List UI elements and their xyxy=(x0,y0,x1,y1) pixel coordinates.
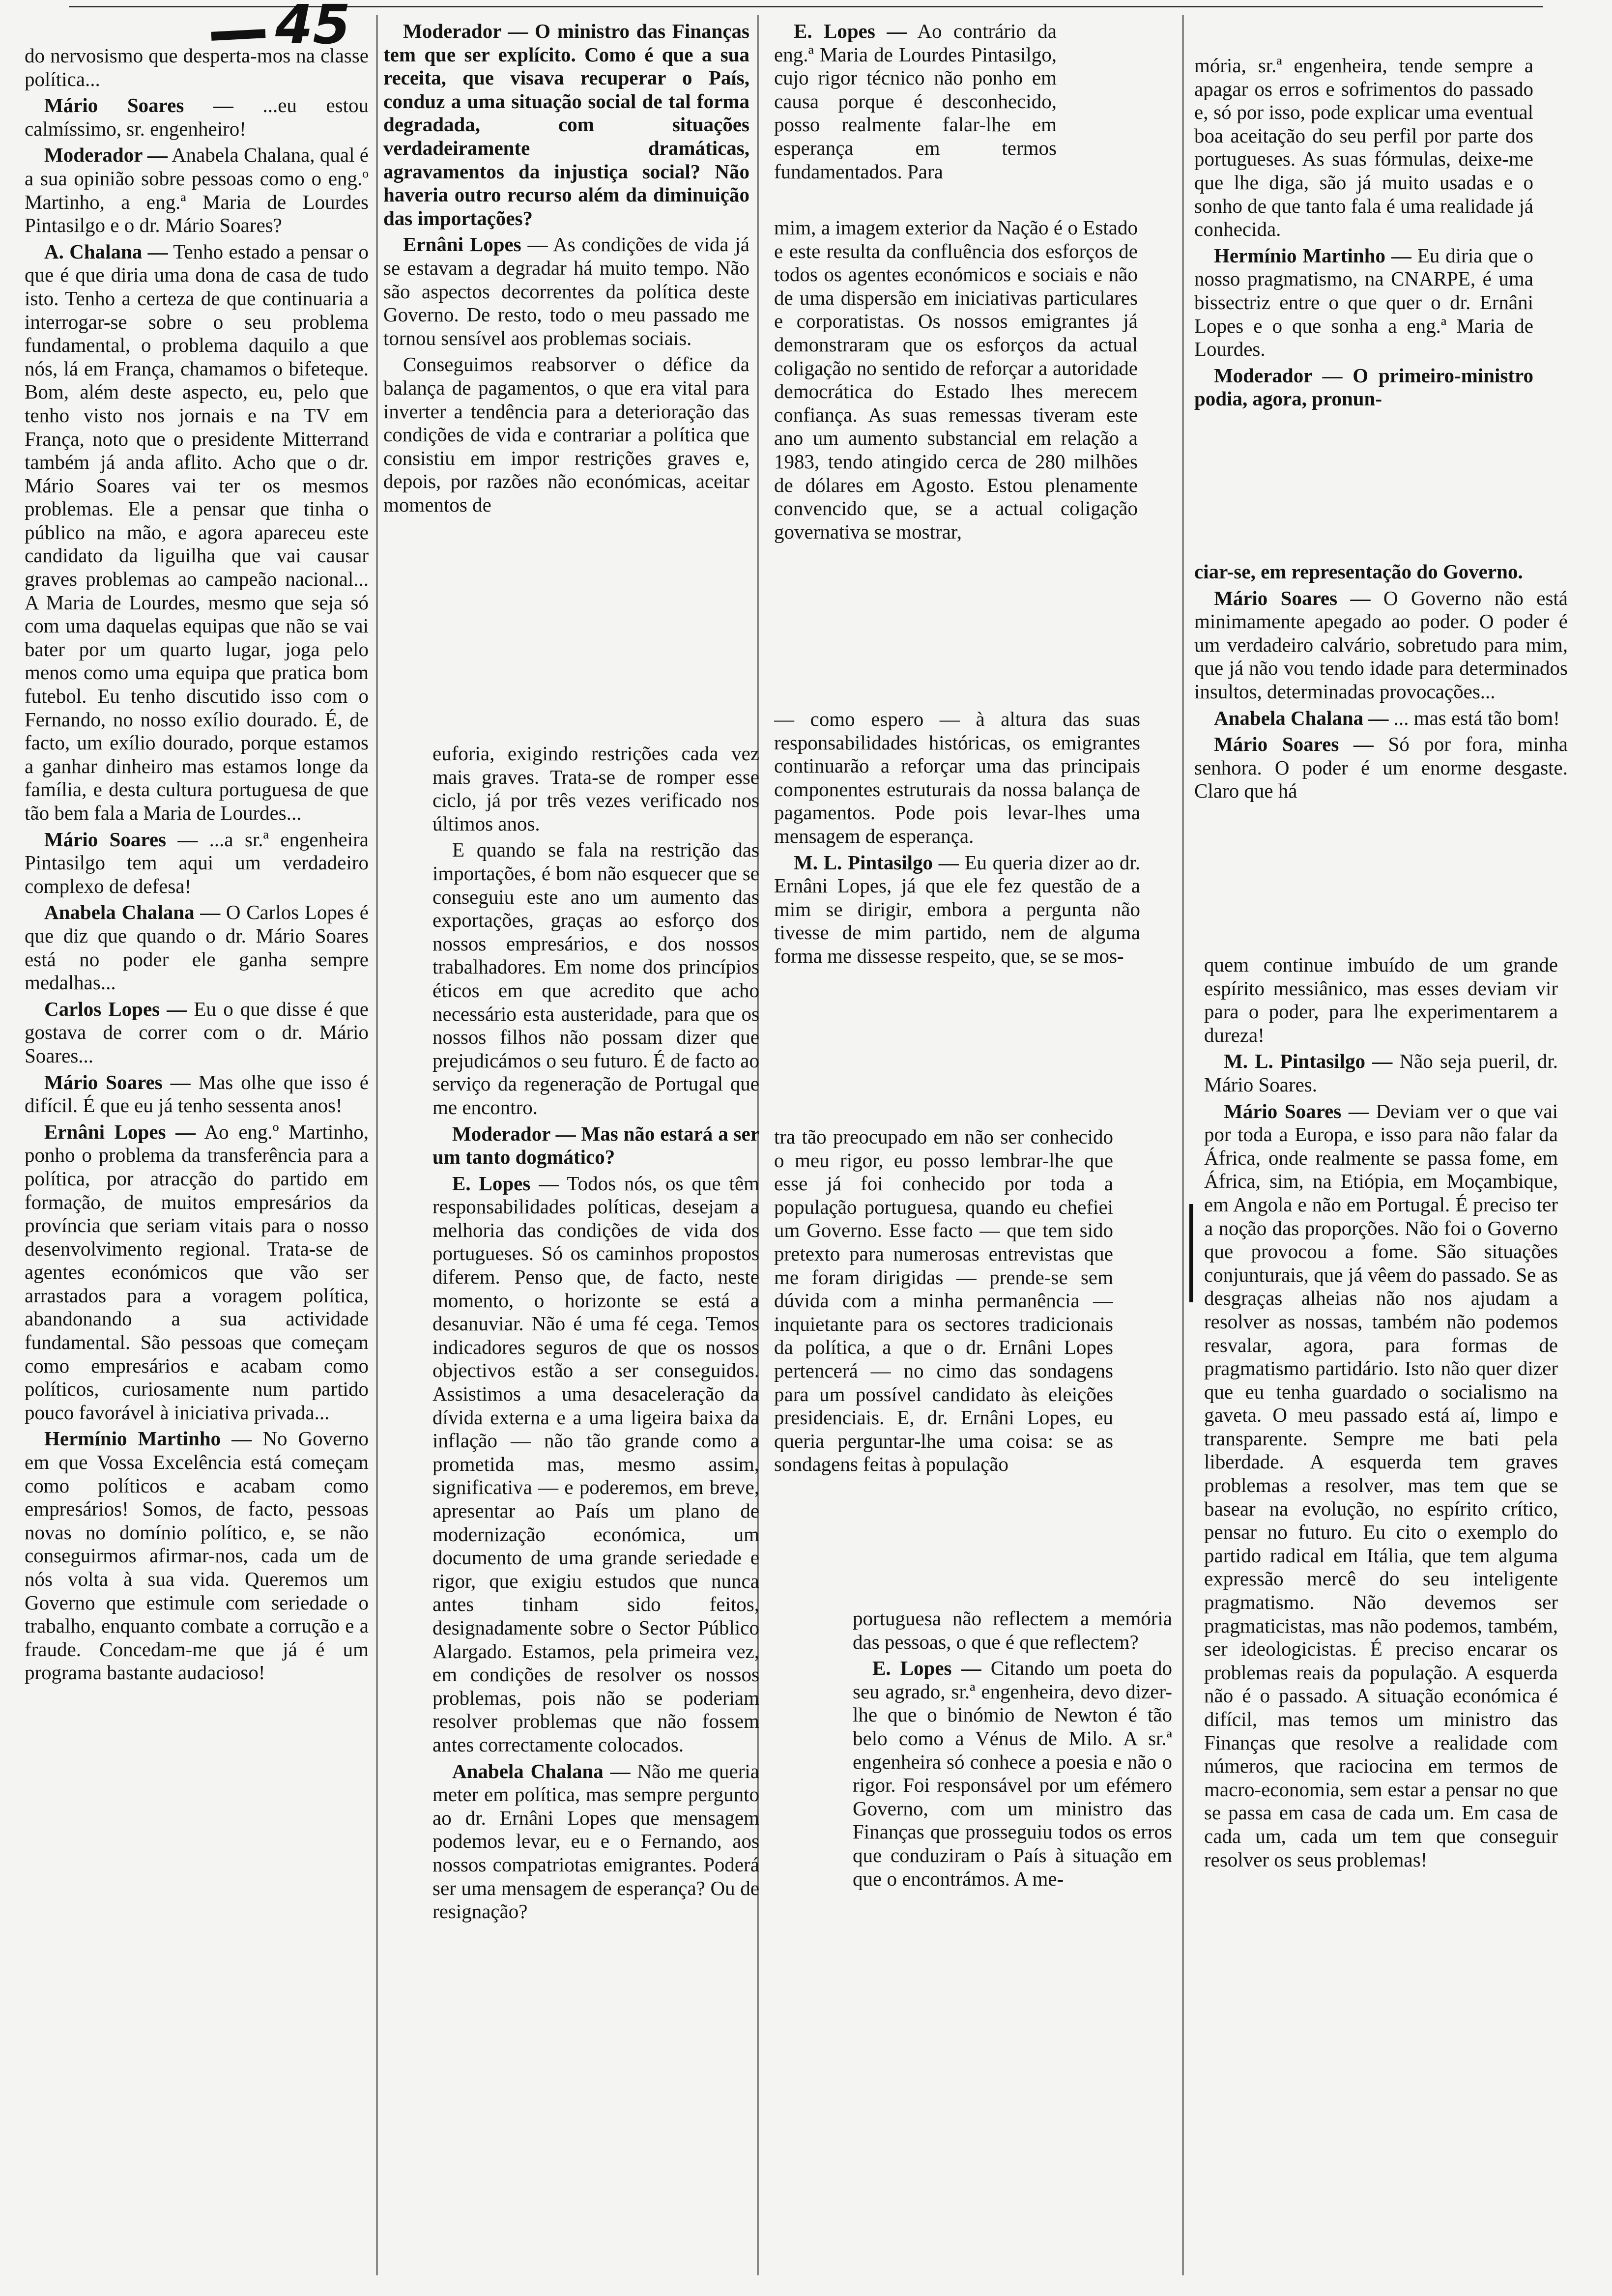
speaker-name: Hermínio Martinho — xyxy=(44,1427,252,1450)
column-divider-1 xyxy=(376,15,378,2275)
paragraph-text: Moderador — Mas não estará a ser um tanto dogmático? xyxy=(432,1122,759,1169)
paragraph xyxy=(774,1125,1113,1476)
speaker-name: M. L. Pintasilgo — xyxy=(794,851,959,874)
column-4-part-2 xyxy=(1194,560,1568,948)
paragraph xyxy=(25,901,369,994)
paragraph xyxy=(1194,244,1533,361)
paragraph xyxy=(1194,364,1533,411)
paragraph xyxy=(774,20,1057,183)
paragraph xyxy=(25,144,369,237)
paragraph xyxy=(1204,1050,1558,1096)
column-3-part-3 xyxy=(774,708,1140,1120)
paragraph-text: Deviam ver o que vai por toda a Europa, e isso para não falar da África, onde realmente se passa fome, em África, sim, na Etiópia, em Moçambique, em Angola e não em Portugal. É preciso ter a noção das proporções. Não foi o Governo que provocou a fome. São situações conjunturais, que já vêem do passado. Se as desgraças alheias não nos ajudam a resolver as nossas, também não podemos resvalar, agora, para formas de pragmatismo partidário. Isto não quer dizer que eu tenha guardado o socialismo na gaveta. O meu passado está aí, limpo e transparente. Sempre me bati pela liberdade. A esquerda tem graves problemas a resolver, mas tem que se basear na evolução, no espírito crítico, pensar no futuro. Eu cito o exemplo do partido radical em Itália, que tem alguma expressão mercê do seu inteligente pragmatismo. Não devemos ser pragmaticistas, mas não podemos, também, ser ideologicistas. É preciso encarar os problemas reais da população. A esquerda não é o passado. A situação económica é difícil, mas temos um ministro das Finanças que resolve a realidade com números, que raciocina em termos de macro-economia, sem estar a pensar no que se passa em casa de cada um. Em casa de cada um, cada um tem que conseguir resolver os seus problemas! xyxy=(1204,1099,1558,1871)
speaker-name: E. Lopes — xyxy=(794,20,907,42)
column-3-part-2 xyxy=(774,216,1138,718)
speaker-name: Anabela Chalana — xyxy=(1214,706,1389,729)
paragraph-text: Anabela Chalana, qual é a sua opinião sobre pessoas como o eng.º Martinho, a eng.ª Maria de Lourdes Pintasilgo e o dr. Mário Soares? xyxy=(25,144,369,237)
paragraph-text: Moderador — O primeiro-ministro podia, agora, pronun- xyxy=(1194,364,1533,410)
speaker-name: Mário Soares — xyxy=(44,828,198,851)
paragraph-text: euforia, exigindo restrições cada vez mais graves. Trata-se de romper esse ciclo, já por três vezes verificado nos últimos anos. xyxy=(432,742,759,835)
paragraph xyxy=(774,216,1138,544)
paragraph xyxy=(774,851,1140,968)
paragraph xyxy=(1194,733,1568,803)
paragraph xyxy=(432,1172,759,1757)
column-4-part-3 xyxy=(1204,953,1558,2280)
paragraph-text: Todos nós, os que têm responsabilidades políticas, desejam a melhoria das condições de vida dos portugueses. Só os caminhos propostos diferem. Penso que, de facto, neste momento, o horizonte se está a desanuviar. Não é uma fé cega. Temos indicadores seguros de que os nossos objectivos estão a ser conseguidos. Assistimos a uma desaceleração da dívida externa e a uma ligeira baixa da inflação — não tão grande como a prometida mas, mesmo assim, significativa — e poderemos, em breve, apresentar ao País um plano de modernização económica, um documento de uma grande seriedade e rigor, que exigiu estudos que nunca antes tinham sido feitos, designadamente sobre o Sector Público Alargado. Estamos, pela primeira vez, em condições de resolver os nossos problemas, pois não se poderiam resolver problemas que não fossem antes correctamente colocados. xyxy=(432,1172,759,1756)
paragraph-text: Tenho estado a pensar o que é que diria uma dona de casa de tudo isto. Tenho a certeza de que continuaria a interrogar-se sobre o seu problema fundamental, o problema daquilo a que nós, lá em França, chamamos o bifeteque. Bom, além deste aspecto, eu, pelo que tenho visto nos jornais e na TV em França, noto que o presidente Mitterrand também já anda aflito. Acho que o dr. Mário Soares vai ter os mesmos problemas. Ele a pensar que tinha o público na mão, e agora apareceu este candidato da liguilha que vai causar graves problemas ao campeão nacional... A Maria de Lourdes, mesmo que seja só com uma daquelas equipas que não se vai bater por um quarto lugar, joga pelo menos como uma equipa que pratica bom futebol. Eu tenho discutido isso com o Fernando, no nosso exílio dourado. É, de facto, um exílio dourado, porque estamos a ganhar dinheiro mas estamos longe da família, e desta cultura portuguesa de que tão bem fala a Maria de Lourdes... xyxy=(25,240,369,824)
paragraph xyxy=(25,998,369,1068)
paragraph-text: Eu o que disse é que gostava de correr com o dr. Mário Soares... xyxy=(25,997,369,1067)
paragraph-text: mória, sr.ª engenheira, tende sempre a apagar os erros e sofrimentos do passado e, só por isso, pode explicar uma eventual boa aceitação do seu perfil por parte dos portugueses. As suas fórmulas, deixe-me que lhe diga, são já muito usadas e o sonho de que tanto fala é uma realidade já conhecida. xyxy=(1194,54,1533,241)
speaker-name: Ernâni Lopes — xyxy=(44,1120,196,1143)
speaker-name: Mário Soares — xyxy=(44,1070,191,1093)
paragraph-text: portuguesa não reflectem a memória das pessoas, o que é que reflectem? xyxy=(853,1607,1172,1653)
paragraph-text: Mas olhe que isso é difícil. É que eu já tenho sessenta anos! xyxy=(25,1070,369,1117)
paragraph xyxy=(1204,1100,1558,1872)
speaker-name: Ernâni Lopes — xyxy=(403,233,548,256)
speaker-name: Mário Soares — xyxy=(44,94,233,117)
paragraph-text: Eu diria que o nosso pragmatismo, na CNARPE, é uma bissectriz entre o que quer o dr. Ernâni Lopes e o que sonha a eng.ª Maria de Lourdes. xyxy=(1194,244,1533,361)
paragraph-text: E quando se fala na restrição das importações, é bom não esquecer que se conseguiu este ano um aumento das exportações, graças ao esforço dos nossos empresários, e dos nossos trabalhadores. Em nome dos princípios éticos em que acredito que acho necessário esta austeridade, para que os nossos filhos não possam dizer que prejudicámos o seu futuro. É de facto ao serviço da regeneração de Portugal que me encontro. xyxy=(432,838,759,1119)
speaker-name: A. Chalana — xyxy=(44,240,168,263)
speaker-name: Mário Soares — xyxy=(1214,586,1371,609)
speaker-name: E. Lopes — xyxy=(452,1172,559,1195)
paragraph-text: Citando um poeta do seu agrado, sr.ª engenheira, devo dizer-lhe que o binómio de Newton é tão belo como a Vénus de Milo. A sr.ª engenheira só conhece a poesia e não o rigor. Foi responsável por um efémero Governo, com um ministro das Finanças que prosseguiu todos os erros que conduziram o País à situação em que o encontrámos. A me- xyxy=(853,1657,1172,1890)
paragraph xyxy=(774,708,1140,848)
paragraph xyxy=(383,20,749,230)
column-3-part-1 xyxy=(774,20,1057,206)
bold-prefix: ciar-se, em representação do Governo. xyxy=(1194,560,1523,583)
paragraph xyxy=(1194,560,1568,584)
paragraph xyxy=(25,44,369,91)
paragraph-text: Só por fora, minha senhora. O poder é um enorme desgaste. Claro que há xyxy=(1194,733,1568,803)
paragraph xyxy=(25,1071,369,1118)
paragraph xyxy=(1194,54,1533,241)
paragraph-text: ... mas está tão bom! xyxy=(1393,706,1560,729)
paragraph-text: tra tão preocupado em não ser conhecido o meu rigor, eu posso lembrar-lhe que esse já foi conhecido por toda a população portuguesa, quando eu chefiei um Governo. Esse facto — que tem sido pretexto para numerosas entrevistas que me foram dirigidas — prende-se sem dúvida com a minha permanência — inquietante para os sectores tradicionais da política, a que o dr. Ernâni Lopes pertencerá — no cimo das sondagens para um possível candidato às eleições presidenciais. E, dr. Ernâni Lopes, eu queria perguntar-lhe uma coisa: se as sondagens feitas à população xyxy=(774,1125,1113,1476)
paragraph xyxy=(25,240,369,825)
handwritten-dash-mark xyxy=(211,29,266,41)
paragraph xyxy=(383,353,749,517)
column-divider-3 xyxy=(1182,15,1184,2275)
paragraph xyxy=(432,1760,759,1923)
column-2-top xyxy=(383,20,749,718)
page-number: 45 xyxy=(275,0,351,56)
paragraph xyxy=(853,1657,1172,1891)
paragraph xyxy=(25,94,369,141)
paragraph-text: Moderador — O ministro das Finanças tem que ser explícito. Como é que a sua receita, que visava recuperar o País, conduz a uma situação social de tal forma degradada, com situações verdadeiramente dramáticas, agravamentos da injustiça social? Não haveria outro recurso além da diminuição das importações? xyxy=(383,20,749,230)
speaker-name: E. Lopes — xyxy=(872,1657,981,1680)
paragraph xyxy=(1194,707,1568,730)
paragraph-text: O Carlos Lopes é que diz que quando o dr. Mário Soares está no poder ele ganha sempre medalhas... xyxy=(25,901,369,994)
column-3-part-5 xyxy=(853,1607,1172,2275)
column-1 xyxy=(25,44,369,2285)
speaker-name: M. L. Pintasilgo — xyxy=(1224,1050,1393,1073)
paragraph-text: Não me queria meter em política, mas sempre pergunto ao dr. Ernâni Lopes que mensagem podemos levar, eu e o Fernando, aos nossos compatriotas emigrantes. Poderá ser uma mensagem de esperança? Ou de resignação? xyxy=(432,1759,759,1923)
paragraph-text: Ao eng.º Martinho, ponho o problema da transferência para a política, por atracção do partido em formação, de muitos empresários da província que seriam vitais para o nosso desenvolvimento regional. Trata-se de agentes económicos que vão ser arrastados para a voragem política, abandonando a sua actividade fundamental. São pessoas que começam como empresários e acabam como políticos, curiosamente num partido pouco favorável à iniciativa privada... xyxy=(25,1120,369,1424)
paragraph-text: O Governo não está minimamente apegado ao poder. O poder é um verdadeiro calvário, sobretudo para mim, que já não vou tendo idade para determinados insultos, determinadas provocações... xyxy=(1194,586,1568,703)
paragraph-text: do nervosismo que desperta-mos na classe política... xyxy=(25,44,369,90)
speaker-name: Anabela Chalana — xyxy=(452,1759,631,1782)
paragraph-text: quem continue imbuído de um grande espírito messiânico, mas esses deviam vir para o poder, para lhe experimentarem a dureza! xyxy=(1204,953,1558,1046)
paragraph xyxy=(25,1120,369,1425)
paragraph-text: ...eu estou calmíssimo, sr. engenheiro! xyxy=(25,94,369,140)
paragraph-text: As condições de vida já se estavam a degradar há muito tempo. Não são aspectos decorrentes da política deste Governo. De resto, todo o meu passado me tornou sensível aos problemas sociais. xyxy=(383,233,749,349)
paragraph xyxy=(1194,587,1568,704)
speaker-name: Mário Soares — xyxy=(1224,1099,1369,1122)
speaker-name: Mário Soares — xyxy=(1214,733,1374,756)
paragraph xyxy=(853,1607,1172,1654)
paragraph-text: — como espero — à altura das suas responsabilidades históricas, os emigrantes continuarão a reforçar uma das principais componentes estruturais da nossa balança de pagamentos. Pode pois levar-lhes uma mensagem de esperança. xyxy=(774,708,1140,847)
paragraph xyxy=(383,233,749,350)
speaker-name: Moderador — xyxy=(44,144,168,167)
paragraph xyxy=(25,1427,369,1685)
paragraph xyxy=(432,838,759,1119)
speaker-name: Anabela Chalana — xyxy=(44,901,221,924)
speaker-name: Hermínio Martinho — xyxy=(1214,244,1411,267)
paragraph xyxy=(432,742,759,835)
paragraph xyxy=(432,1122,759,1169)
paragraph-text: ...a sr.ª engenheira Pintasilgo tem aqui um verdadeiro complexo de defesa! xyxy=(25,828,369,897)
paragraph xyxy=(25,828,369,898)
column-3-part-4 xyxy=(774,1125,1113,1607)
paragraph-text: mim, a imagem exterior da Nação é o Estado e este resulta da confluência dos esforços de todos os agentes económicos e sociais e não de uma dispersão em iniciativas particulares e corporatistas. Os nossos emigrantes já demonstraram que os esforços da actual coligação no sentido de reforçar a autoridade democrática do Estado lhes merecem confiança. As suas remessas tiveram este ano um aumento substancial em relação a 1983, tendo atingido cerca de 280 milhões de dólares em Agosto. Estou plenamente convencido que, se a actual coligação governativa se mostrar, xyxy=(774,216,1138,543)
paragraph xyxy=(1204,953,1558,1047)
paragraph-text: No Governo em que Vossa Excelência está começam como políticos e acabam como empresários! Somos, de facto, pessoas novas no domínio político, e, se não conseguirmos afirmar-nos, cada um de nós volta à sua vida. Queremos um Governo que estimule com seriedade o trabalho, enquanto combate a corrução e a fraude. Concedam-me que já é um programa bastante audacioso! xyxy=(25,1427,369,1684)
handwritten-bracket-mark xyxy=(1189,1204,1193,1302)
paragraph-text: Não seja pueril, dr. Mário Soares. xyxy=(1204,1050,1558,1096)
paragraph-text: Eu queria dizer ao dr. Ernâni Lopes, já que ele fez questão de a mim se dirigir, embora a pergunta não tivesse de mim partido, nem de alguma forma me dissesse respeito, que, se se mos- xyxy=(774,851,1140,967)
column-2-bottom xyxy=(432,742,759,2290)
speaker-name: Carlos Lopes — xyxy=(44,997,187,1020)
paragraph-text: Conseguimos reabsorver o défice da balança de pagamentos, o que era vital para inverter a tendência para a deterioração das condições de vida e contrariar a política que consistiu em impor restrições graves e, depois, por razões não económicas, aceitar momentos de xyxy=(383,353,749,516)
column-4-part-1 xyxy=(1194,54,1533,560)
paragraph-text: Ao contrário da eng.ª Maria de Lourdes Pintasilgo, cujo rigor técnico não ponho em causa porque é desconhecido, posso realmente falar-lhe em esperança em termos fundamentados. Para xyxy=(774,20,1057,183)
